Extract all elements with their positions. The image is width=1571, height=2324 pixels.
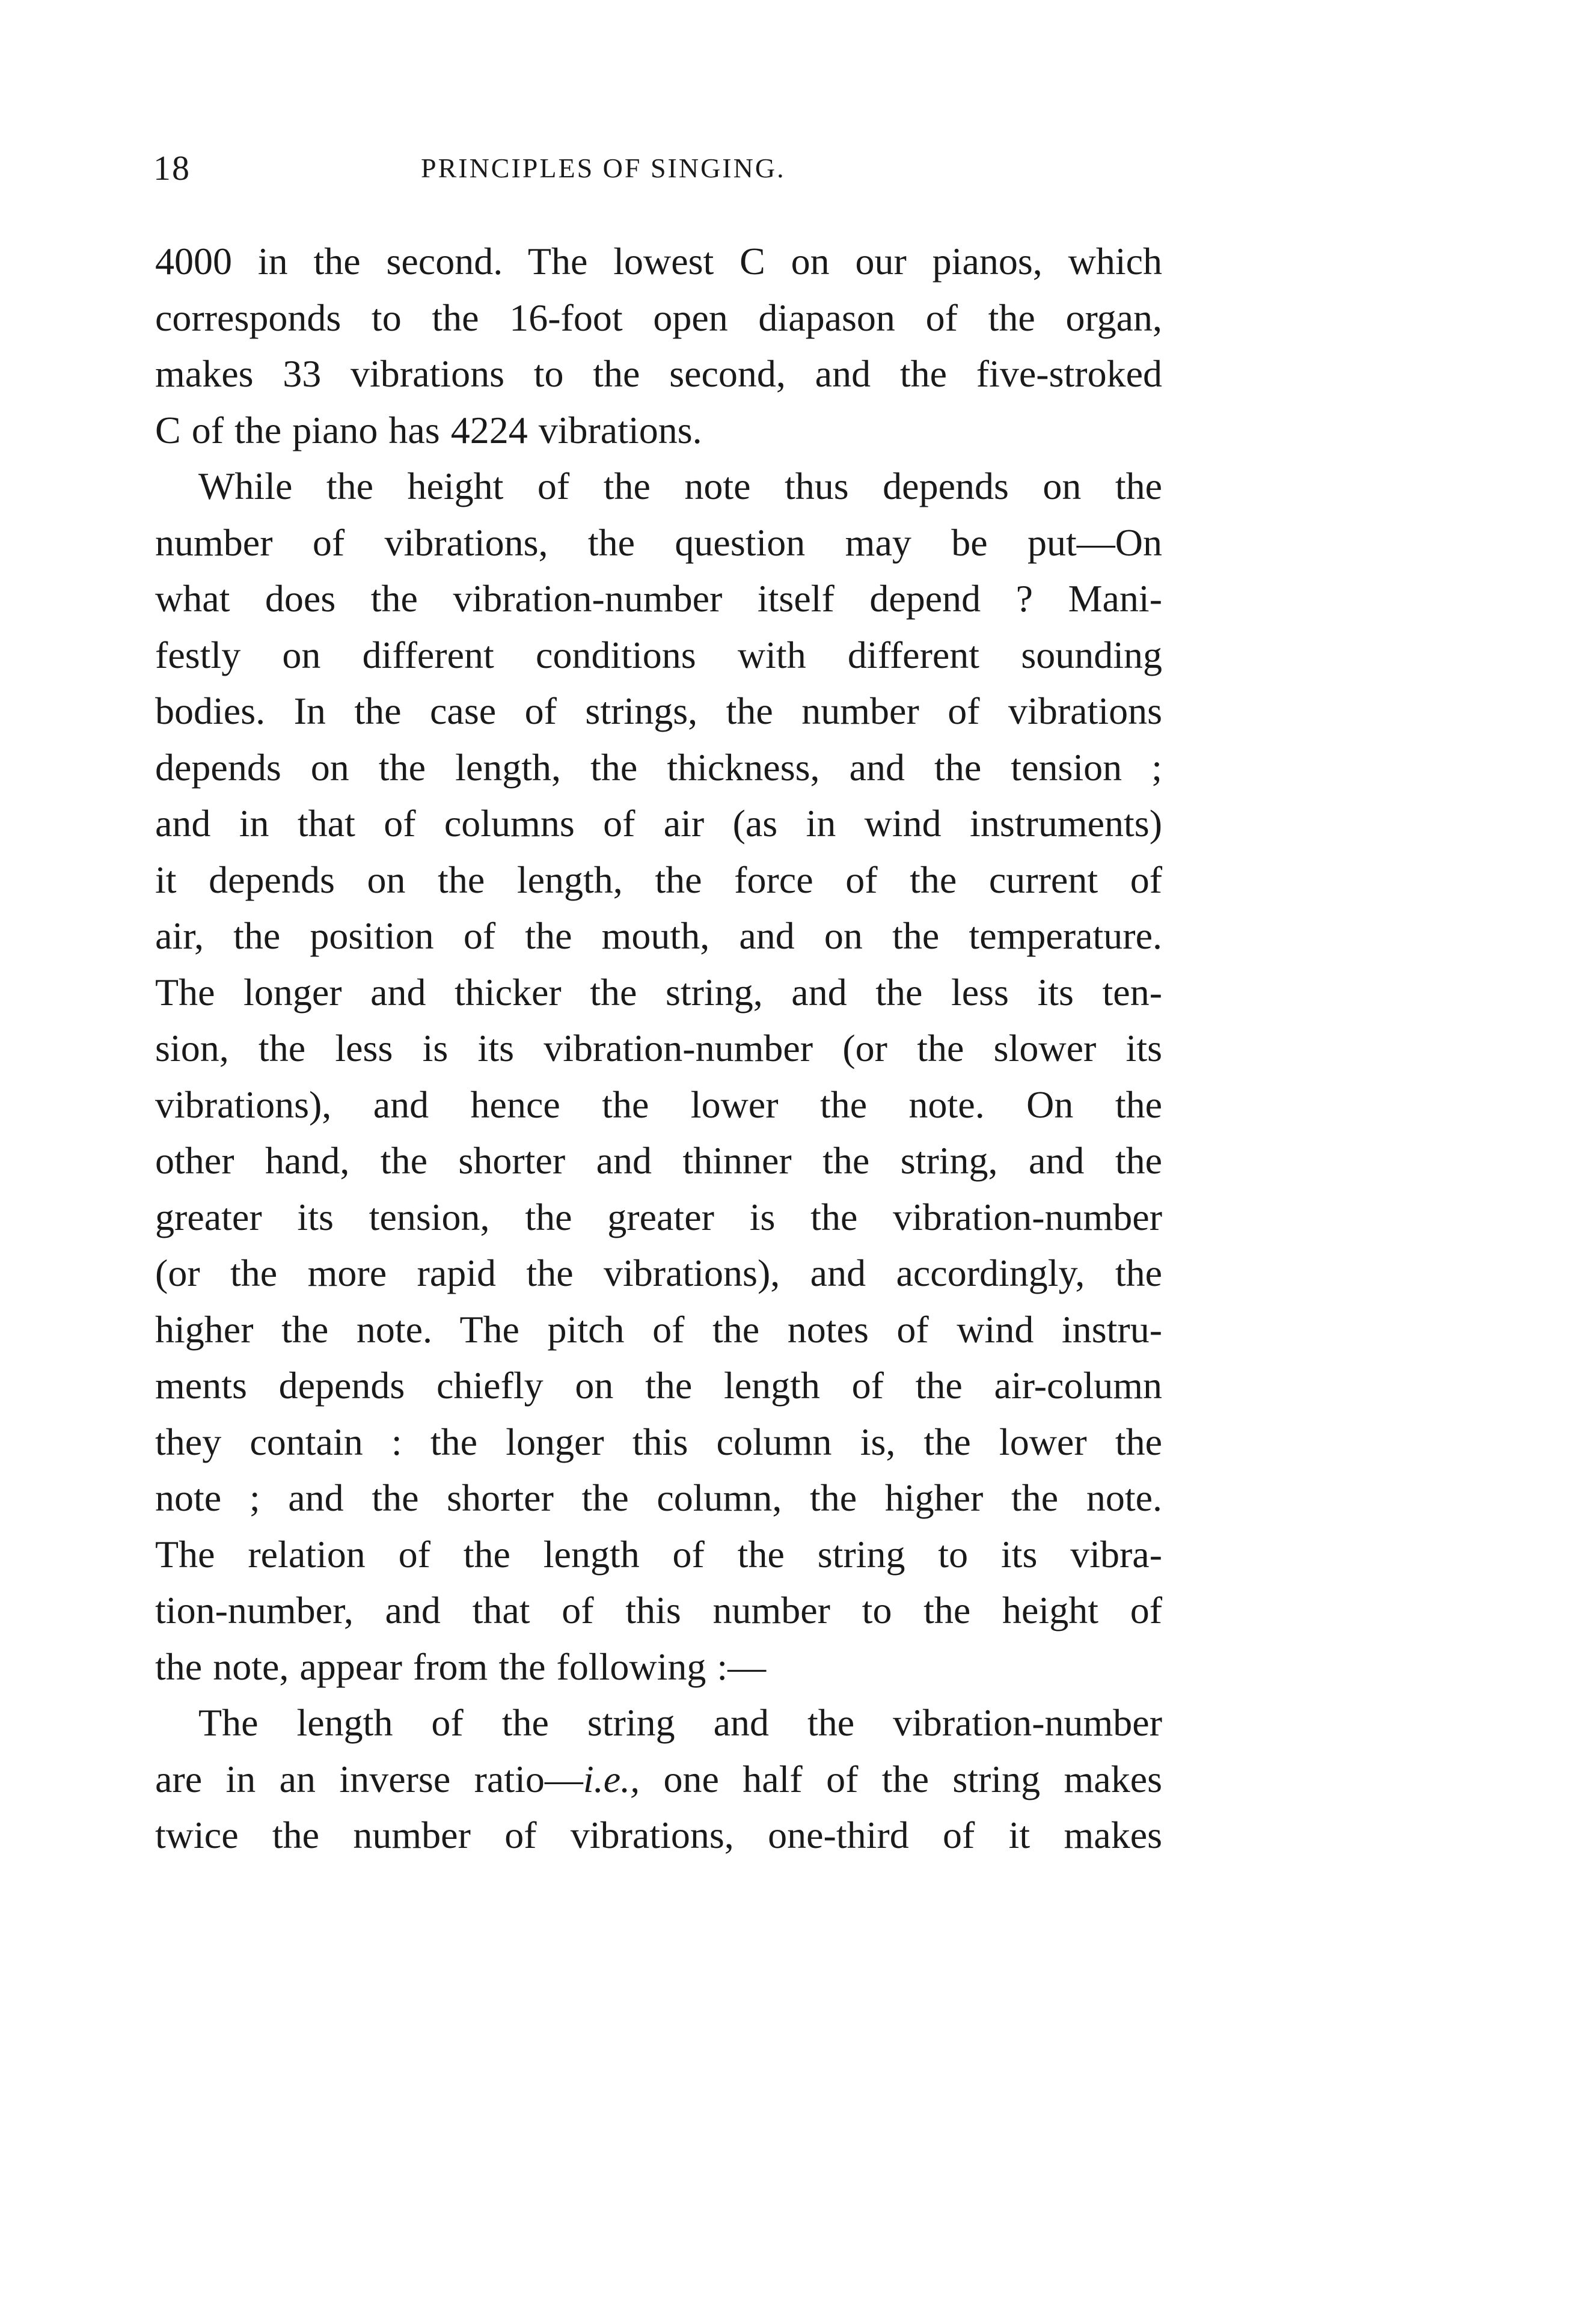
text-line: greater its tension, the greater is the vibration-number [155, 1195, 1162, 1238]
text-line: vibrations), and hence the lower the note. On the [155, 1083, 1162, 1126]
text-line: twice the number of vibrations, one-third of it makes [155, 1814, 1162, 1856]
text-line: they contain : the longer this column is, the lower the [155, 1420, 1162, 1463]
text-line: the note, appear from the following :— [155, 1645, 767, 1688]
text-line: ments depends chiefly on the length of the air-column [155, 1364, 1162, 1407]
text-line: depends on the length, the thickness, and the tension ; [155, 745, 1162, 789]
text-line: corresponds to the 16-foot open diapason of the organ, [155, 296, 1162, 339]
text-line: it depends on the length, the force of the current of [155, 858, 1162, 901]
text-line: number of vibrations, the question may be put—On [155, 521, 1162, 564]
text-line: what does the vibration-number itself depend ? Mani- [155, 577, 1162, 620]
page-number: 18 [153, 148, 191, 188]
paragraph-1 [155, 233, 1162, 458]
paragraph-2 [155, 458, 1162, 1695]
italic-abbreviation: i.e., [583, 1757, 640, 1800]
text-line: While the height of the note thus depends on the [198, 465, 1162, 507]
text-line: The relation of the length of the string to its vibra- [155, 1532, 1162, 1576]
text-line: festly on different conditions with different sounding [155, 633, 1162, 676]
text-line: tion-number, and that of this number to the height of [155, 1589, 1162, 1631]
body-text [155, 233, 1162, 1864]
text-line: bodies. In the case of strings, the number of vibrations [155, 690, 1162, 732]
paragraph-3 [155, 1695, 1162, 1864]
text-line: (or the more rapid the vibrations), and accordingly, the [155, 1252, 1162, 1294]
text-line: higher the note. The pitch of the notes of wind instru- [155, 1307, 1162, 1351]
running-head: PRINCIPLES OF SINGING. [421, 153, 786, 183]
text-segment: are in an inverse ratio— [155, 1757, 583, 1800]
text-line: 4000 in the second. The lowest C on our pianos, which [155, 240, 1162, 283]
text-line: The length of the string and the vibration-number [198, 1701, 1162, 1744]
text-segment: one half of the string makes [640, 1757, 1163, 1800]
text-line: other hand, the shorter and thinner the string, and the [155, 1139, 1162, 1182]
text-line: and in that of columns of air (as in wind instruments) [155, 802, 1162, 845]
text-line: note ; and the shorter the column, the higher the note. [155, 1476, 1162, 1519]
page-header [153, 144, 1163, 192]
text-line: sion, the less is its vibration-number (or the slower its [155, 1027, 1162, 1069]
text-line: air, the position of the mouth, and on the temperature. [155, 914, 1162, 957]
text-line-with-italic [155, 1751, 1162, 1808]
text-line: C of the piano has 4224 vibrations. [155, 408, 702, 451]
text-line: The longer and thicker the string, and the less its ten- [155, 970, 1162, 1014]
text-line: makes 33 vibrations to the second, and the five-stroked [155, 352, 1162, 395]
